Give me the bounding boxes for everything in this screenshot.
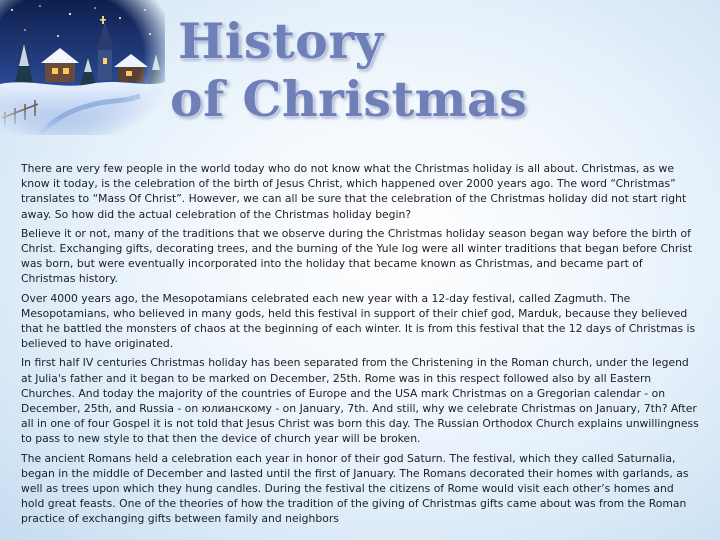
paragraph-mesopotamia: Over 4000 years ago, the Mesopotamians celebrated each new year with a 12-day festival, called Zagmuth. The Mesopotamians, who believed in many gods, held this festival in support of their chief god, Marduk, because they believed that he battled the monsters of chaos at the beginning of each winter. It is from this festival that the 12 days of Christmas is believed to have originated. [21,291,696,351]
winter-village-illustration [0,0,165,135]
body-text [21,161,699,531]
paragraph-saturnalia: The ancient Romans held a celebration each year in honor of their god Saturn. The festival, which they called Saturnalia, began in the middle of December and lasted until the first of January. The Romans decorated their homes with garlands, as well as trees upon which they hung candles. During the festival the citizens of Rome would visit each other’s homes and hold great feasts. One of the theories of how the tradition of the giving of Christmas gifts came about was from the Roman practice of exchanging gifts between family and neighbors [21,451,689,526]
paragraph-intro: There are very few people in the world today who do not know what the Christmas holiday is all about. Christmas, as we know it today, is the celebration of the birth of Jesus Christ, which happened over 2000 years ago. The word “Christmas” translates to “Mass Of Christ”. However, we can all be sure that the celebration of the Christmas holiday did not start right away. So how did the actual celebration of the Christmas holiday begin? [21,162,687,221]
title-line-of-christmas: of Christmas [170,70,528,128]
paragraph-church-calendar: In first half IV centuries Christmas holiday has been separated from the Christening in the Roman church, under the legend at Julia's father and it began to be marked on December, 25th. Rome was in this respect followed also by all Eastern Churches. And today the majority of the countries of Europe and the USA mark Christmas on a Gregorian calendar - on December, 25th, and Russia - on юлианскому - on January, 7th. And still, why we celebrate Christmas on January, 7th? After all in one of four Gospel it is not told that Jesus Christ was born this day. The Russian Orthodox Church explains unwillingness to pass to new style to that then the device of church year will be broken. [21,356,699,446]
title-line-history: History [178,12,384,70]
paragraph-traditions: Believe it or not, many of the traditions that we observe during the Christmas holiday season began way before the birth of Christ. Exchanging gifts, decorating trees, and the burning of the Yule log were all winter traditions that began before Christ was born, but were eventually incorporated into the holiday that became known as Christmas, and became part of Christmas history. [21,226,693,286]
page-title [170,12,528,128]
